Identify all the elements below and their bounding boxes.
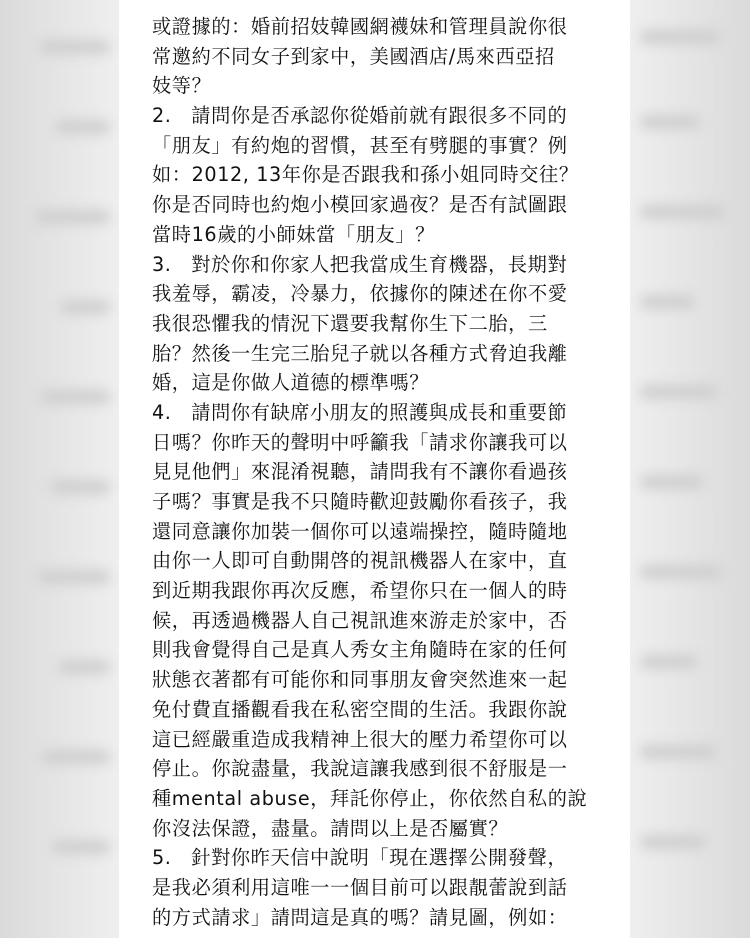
text-line: 我很恐懼我的情況下還要我幫你生下二胎，三 [152,311,548,335]
text-line: 停止。你說盡量，我說這讓我感到很不舒服是一 [152,757,568,781]
text-line: 5. 針對你昨天信中說明「現在選擇公開發聲， [152,846,568,870]
text-line: 你是否同時也約炮小模回家過夜？是否有試圖跟 [152,193,568,217]
text-line: 是我必須利用這唯一一個目前可以跟靚蕾說到話 [152,875,568,899]
text-line: 妓等？ [152,74,212,98]
text-line: 當時16歲的小師妹當「朋友」？ [152,222,435,246]
text-line: 如：2012, 13年你是否跟我和孫小姐同時交往？ [152,163,579,187]
text-line: 種mental abuse，拜託你停止，你依然自私的說 [152,786,588,810]
text-line: 到近期我跟你再次反應，希望你只在一個人的時 [152,579,568,603]
blurred-background-left [0,0,119,938]
text-line: 我羞辱，霸凌，冷暴力，依據你的陳述在你不愛 [152,282,568,306]
text-line: 還同意讓你加裝一個你可以遠端操控，隨時隨地 [152,519,568,543]
text-line: 免付費直播觀看我在私密空間的生活。我跟你說 [152,697,568,721]
text-line: 你沒法保證，盡量。請問以上是否屬實？ [152,816,509,840]
text-line: 「朋友」有約炮的習慣，甚至有劈腿的事實？例 [152,133,568,157]
document-body [152,12,610,932]
text-line: 狀態衣著都有可能你和同事朋友會突然進來一起 [152,668,568,692]
text-line: 由你一人即可自動開啓的視訊機器人在家中，直 [152,549,568,573]
text-line: 4. 請問你有缺席小朋友的照護與成長和重要節 [152,400,568,424]
document-card [119,0,630,938]
text-line: 見見他們」來混淆視聽，請問我有不讓你看過孩 [152,460,568,484]
text-line: 的方式請求」請問這是真的嗎？請見圖，例如： [152,905,568,929]
text-line: 常邀約不同女子到家中，美國酒店/馬來西亞招 [152,44,555,68]
clipped-line-bottom [152,924,610,938]
text-line: 這已經嚴重造成我精神上很大的壓力希望你可以 [152,727,568,751]
text-line: 胎？然後一生完三胎兒子就以各種方式脅迫我離 [152,341,568,365]
clipped-line-top [152,0,610,6]
text-line: 2. 請問你是否承認你從婚前就有跟很多不同的 [152,104,568,128]
text-line: 則我會覺得自己是真人秀女主角隨時在家的任何 [152,638,568,662]
text-line: 子嗎？事實是我不只隨時歡迎鼓勵你看孩子，我 [152,490,568,513]
text-line: 日嗎？你昨天的聲明中呼籲我「請求你讓我可以 [152,430,568,454]
text-line: 3. 對於你和你家人把我當成生育機器，長期對 [152,252,568,276]
text-line: 婚，這是你做人道德的標準嗎？ [152,371,430,395]
text-line: 或證據的：婚前招妓韓國網襪妹和管理員說你很 [152,15,568,38]
text-line: 候，再透過機器人自己視訊進來游走於家中，否 [152,608,568,632]
blurred-background-right [630,0,750,938]
